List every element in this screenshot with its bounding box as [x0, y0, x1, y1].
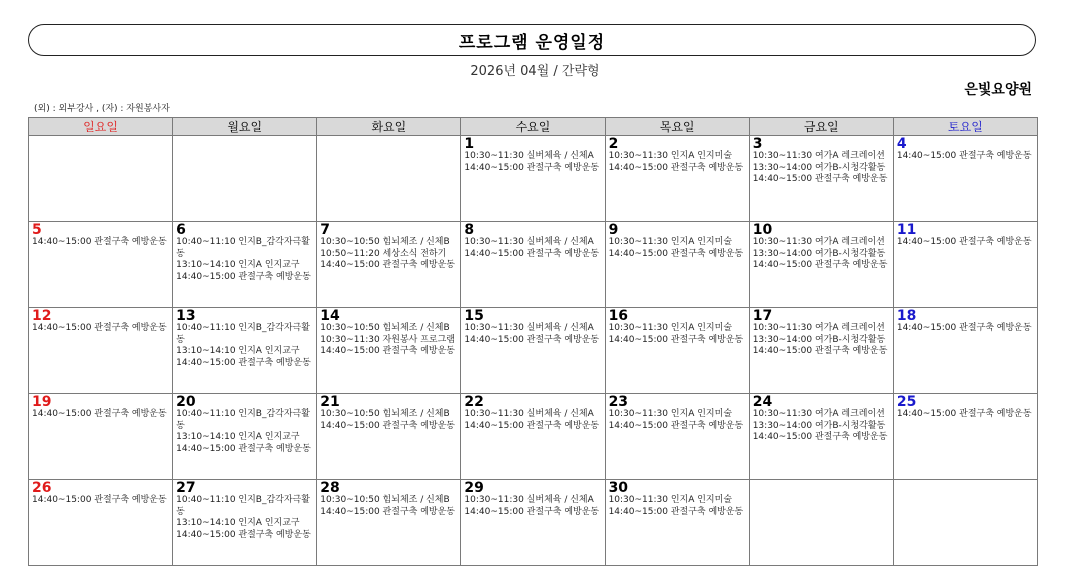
weekday-header-sun: 일요일 — [29, 118, 173, 136]
schedule-entry: 10:50~11:20 세상소식 전하기 — [320, 248, 447, 259]
day-cell — [461, 136, 605, 222]
day-cell — [29, 308, 173, 394]
schedule-entry: 10:40~11:10 인지B_감각자극활동 — [176, 409, 310, 431]
weekday-header-mon: 월요일 — [173, 118, 317, 136]
schedule-entry: 14:40~15:00 관절구축 예방운동 — [752, 174, 888, 184]
schedule-entry: 14:40~15:00 관절구축 예방운동 — [752, 260, 888, 270]
day-number: 11 — [896, 222, 917, 238]
day-number: 24 — [752, 394, 773, 410]
day-cell — [893, 394, 1037, 480]
schedule-entry: 14:40~15:00 관절구축 예방운동 — [176, 529, 311, 540]
legend-note: (외) : 외부강사 , (자) : 자원봉사자 — [34, 104, 170, 114]
day-cell — [461, 308, 605, 394]
day-number: 20 — [176, 394, 196, 410]
week-row — [29, 394, 1038, 480]
schedule-entry: 10:30~11:30 인지A 인지미술 — [608, 323, 733, 333]
schedule-entry: 10:30~11:30 인지A 인지미술 — [608, 495, 733, 505]
schedule-entry: 10:30~10:50 힘뇌체조 / 신체B — [320, 323, 450, 333]
schedule-entry: 10:40~11:10 인지B_감각자극활동 — [176, 237, 310, 259]
day-number: 2 — [608, 136, 619, 152]
day-cell — [317, 308, 461, 394]
day-number: 27 — [176, 480, 196, 496]
day-number: 30 — [608, 480, 629, 496]
schedule-entry: 14:40~15:00 관절구축 예방운동 — [608, 334, 744, 345]
day-cell — [173, 480, 317, 566]
day-number: 25 — [896, 394, 917, 410]
day-cell — [749, 136, 893, 222]
day-cell — [317, 480, 461, 566]
day-number: 22 — [464, 394, 484, 410]
day-cell — [749, 222, 893, 308]
weekday-header-wed: 수요일 — [461, 118, 605, 136]
day-cell — [893, 480, 1037, 566]
day-cell — [29, 136, 173, 222]
week-row — [29, 480, 1038, 566]
schedule-entry: 10:30~11:30 여가A 레크레이션 — [752, 237, 885, 247]
schedule-entry: 10:30~11:30 인지A 인지미술 — [608, 151, 733, 161]
schedule-entry: 14:40~15:00 관절구축 예방운동 — [320, 260, 455, 270]
schedule-entry: 14:40~15:00 관절구축 예방운동 — [608, 420, 744, 431]
day-cell — [749, 480, 893, 566]
schedule-entry: 13:10~14:10 인지A 인지교구 — [176, 518, 300, 528]
schedule-entry: 14:40~15:00 관절구축 예방운동 — [320, 420, 455, 431]
schedule-entry: 14:40~15:00 관절구축 예방운동 — [896, 237, 1032, 247]
week-row — [29, 222, 1038, 308]
weekday-header-fri: 금요일 — [749, 118, 893, 136]
day-cell — [461, 222, 605, 308]
schedule-entry: 14:40~15:00 관절구축 예방운동 — [464, 506, 600, 517]
schedule-entry: 10:30~11:30 인지A 인지미술 — [608, 409, 733, 419]
schedule-entry: 10:30~11:30 인지A 인지미술 — [608, 237, 733, 247]
schedule-entry: 10:30~11:30 실버체육 / 신체A — [464, 237, 594, 247]
day-number: 8 — [464, 222, 475, 238]
day-cell — [317, 394, 461, 480]
month-subtitle: 2026년 04월 / 간략형 — [470, 64, 600, 79]
day-number: 5 — [32, 222, 42, 238]
schedule-entry: 14:40~15:00 관절구축 예방운동 — [464, 420, 600, 431]
schedule-entry: 10:30~11:30 여가A 레크레이션 — [752, 151, 885, 161]
schedule-entry: 14:40~15:00 관절구축 예방운동 — [32, 495, 167, 505]
schedule-entry: 13:30~14:00 여가B-시청각활동 — [752, 162, 886, 173]
day-number: 29 — [464, 480, 484, 496]
schedule-entry: 14:40~15:00 관절구축 예방운동 — [896, 151, 1032, 161]
day-cell — [893, 222, 1037, 308]
schedule-entry: 14:40~15:00 관절구축 예방운동 — [464, 248, 600, 259]
day-cell — [173, 136, 317, 222]
schedule-entry: 14:40~15:00 관절구축 예방운동 — [608, 506, 744, 517]
day-cell — [317, 222, 461, 308]
day-number: 26 — [32, 480, 52, 496]
schedule-entry: 13:30~14:00 여가B-시청각활동 — [752, 420, 886, 431]
day-number: 6 — [176, 222, 186, 238]
schedule-entry: 10:30~11:30 실버체육 / 신체A — [464, 495, 594, 505]
day-number: 21 — [320, 394, 340, 410]
schedule-entry: 13:10~14:10 인지A 인지교구 — [176, 260, 300, 270]
schedule-entry: 10:30~11:30 여가A 레크레이션 — [752, 409, 885, 419]
schedule-entry: 10:30~11:30 여가A 레크레이션 — [752, 323, 885, 333]
schedule-entry: 14:40~15:00 관절구축 예방운동 — [896, 323, 1032, 333]
day-cell — [749, 394, 893, 480]
day-cell — [749, 308, 893, 394]
day-number: 9 — [608, 222, 619, 238]
day-cell — [605, 308, 749, 394]
schedule-entry: 14:40~15:00 관절구축 예방운동 — [464, 162, 600, 173]
day-cell — [461, 394, 605, 480]
day-number: 14 — [320, 308, 340, 324]
day-number: 1 — [464, 136, 475, 152]
schedule-entry: 10:30~11:30 자원봉사 프로그램 — [320, 334, 455, 345]
schedule-entry: 13:10~14:10 인지A 인지교구 — [176, 432, 300, 442]
day-cell — [605, 136, 749, 222]
schedule-entry: 10:30~10:50 힘뇌체조 / 신체B — [320, 495, 450, 505]
schedule-entry: 10:30~10:50 힘뇌체조 / 신체B — [320, 409, 450, 419]
day-cell — [605, 480, 749, 566]
day-number: 19 — [32, 394, 52, 410]
day-cell — [29, 222, 173, 308]
day-cell — [29, 394, 173, 480]
schedule-entry: 13:10~14:10 인지A 인지교구 — [176, 346, 300, 356]
day-number: 12 — [32, 308, 52, 324]
day-number: 10 — [752, 222, 773, 238]
day-number: 4 — [896, 136, 907, 152]
weekday-header-tue: 화요일 — [317, 118, 461, 136]
schedule-entry: 14:40~15:00 관절구축 예방운동 — [176, 443, 311, 454]
schedule-entry: 10:30~11:30 실버체육 / 신체A — [464, 151, 594, 161]
day-cell — [173, 308, 317, 394]
schedule-entry: 14:40~15:00 관절구축 예방운동 — [32, 323, 167, 333]
schedule-entry: 14:40~15:00 관절구축 예방운동 — [608, 162, 744, 173]
schedule-entry: 14:40~15:00 관절구축 예방운동 — [608, 248, 744, 259]
schedule-entry: 13:30~14:00 여가B-시청각활동 — [752, 334, 886, 345]
day-number: 3 — [752, 136, 763, 152]
day-number: 7 — [320, 222, 331, 238]
day-cell — [29, 480, 173, 566]
day-number: 16 — [608, 308, 629, 324]
day-cell — [317, 136, 461, 222]
schedule-entry: 14:40~15:00 관절구축 예방운동 — [32, 237, 167, 247]
day-number: 15 — [464, 308, 484, 324]
schedule-entry: 14:40~15:00 관절구축 예방운동 — [176, 357, 311, 368]
schedule-entry: 10:40~11:10 인지B_감각자극활동 — [176, 323, 310, 345]
day-cell — [893, 136, 1037, 222]
day-cell — [173, 394, 317, 480]
day-cell — [605, 222, 749, 308]
day-number: 28 — [320, 480, 340, 496]
weekday-header-sat: 토요일 — [893, 118, 1037, 136]
schedule-entry: 14:40~15:00 관절구축 예방운동 — [752, 346, 888, 356]
day-number: 23 — [608, 394, 629, 410]
schedule-entry: 14:40~15:00 관절구축 예방운동 — [464, 334, 600, 345]
day-cell — [893, 308, 1037, 394]
schedule-entry: 14:40~15:00 관절구축 예방운동 — [752, 432, 888, 442]
schedule-entry: 14:40~15:00 관절구축 예방운동 — [176, 271, 311, 282]
schedule-entry: 10:30~11:30 실버체육 / 신체A — [464, 409, 594, 419]
organization-name: 은빛요양원 — [964, 82, 1032, 98]
weekday-header-row — [29, 118, 1038, 136]
schedule-entry: 10:30~10:50 힘뇌체조 / 신체B — [320, 237, 450, 247]
page-title: 프로그램 운영일정 — [28, 24, 1036, 56]
schedule-entry: 14:40~15:00 관절구축 예방운동 — [32, 409, 167, 419]
weekday-header-thu: 목요일 — [605, 118, 749, 136]
day-cell — [461, 480, 605, 566]
day-number: 18 — [896, 308, 917, 324]
schedule-entry: 10:30~11:30 실버체육 / 신체A — [464, 323, 594, 333]
day-number: 13 — [176, 308, 196, 324]
week-row — [29, 136, 1038, 222]
calendar-table — [28, 117, 1038, 566]
schedule-entry: 10:40~11:10 인지B_감각자극활동 — [176, 495, 310, 517]
day-cell — [173, 222, 317, 308]
day-number: 17 — [752, 308, 773, 324]
week-row — [29, 308, 1038, 394]
schedule-entry: 14:40~15:00 관절구축 예방운동 — [320, 346, 455, 356]
calendar-body — [29, 136, 1038, 566]
schedule-entry: 14:40~15:00 관절구축 예방운동 — [896, 409, 1032, 419]
schedule-entry: 14:40~15:00 관절구축 예방운동 — [320, 506, 455, 517]
schedule-entry: 13:30~14:00 여가B-시청각활동 — [752, 248, 886, 259]
day-cell — [605, 394, 749, 480]
